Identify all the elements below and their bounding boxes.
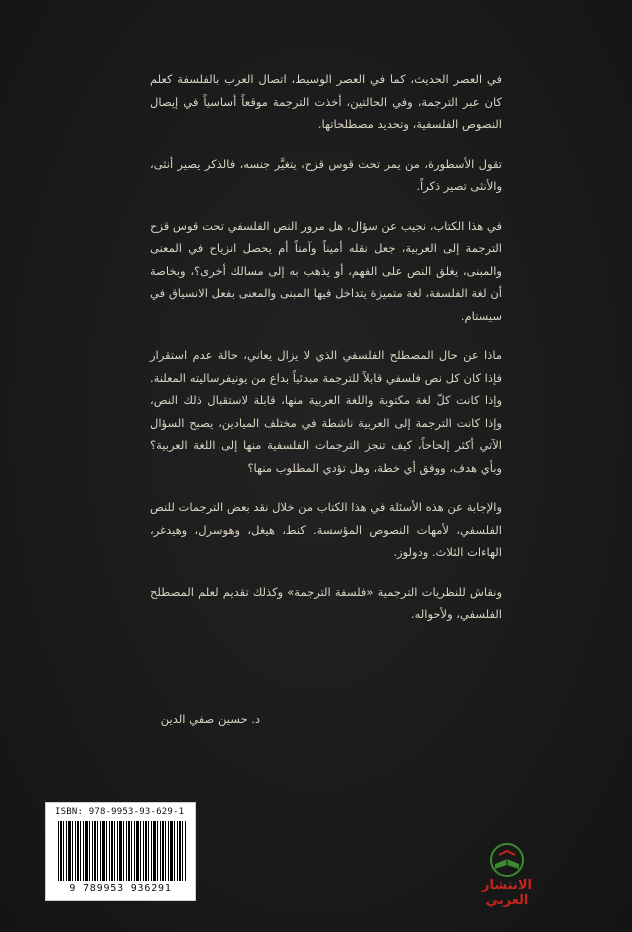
isbn-barcode	[45, 802, 196, 901]
blurb-paragraph-2: تقول الأسطورة، من يمر تحت قوس قزح، يتغيَّر جنسه، فالذكر يصير أنثى، والأنثى تصير ذكراً.	[150, 156, 502, 193]
blurb-paragraph-3: في هذا الكتاب، نجيب عن سؤال، هل مرور النص الفلسفي تحت قوس قزح الترجمة إلى العربية، جعل نقله أميناً وآمناً أم يحصل انزياح في المعنى والمبنى، يغلق النص على الفهم، أو يذهب به إلى مسالك أخرى؟، وبخاصة أن لغة الفلسفة، لغة متميزة يتداخل فيها المبنى والمعنى بفعل الانسياق في سيستام.	[150, 218, 502, 323]
blurb-paragraph-1: في العصر الحديث، كما في العصر الوسيط، اتصال العرب بالفلسفة كعلم كان عبر الترجمة، وفي الحالتين، أخذت الترجمة موقعاً أساسياً في إيصال النصوص الفلسفية، وتحديد مصطلحاتها.	[150, 72, 502, 131]
blurb-paragraph-4: ماذا عن حال المصطلح الفلسفي الذي لا يزال يعاني، حالة عدم استقرار فإذا كان كل نص فلسفي قابلاً للترجمة مبدئياً بداع من يونيفرساليته المعلنة. وإذا كانت كلّ لغة مكتوبة واللغة العربية منها، قابلة لاستقبال ذلك النص، وإذا كانت الترجمة إلى العربية ناشطة في مختلف الميادين، يصبح السؤال الآتي أكثر إلحاحاً، كيف تنجز الترجمات الفلسفية منها إلى اللغة العربية؟ وبأي هدف، ووفق أي خطة، وهل تؤدي المطلوب منها؟	[150, 348, 502, 475]
author-name: د. حسين صفي الدين	[160, 712, 260, 726]
publisher-logo	[462, 840, 552, 908]
blurb-text	[150, 68, 502, 643]
publisher-name: الانتشار العربي	[482, 878, 532, 908]
isbn-label: ISBN: 978-9953-93-629-1	[55, 807, 185, 817]
blurb-paragraph-5: والإجابة عن هذه الأسئلة في هذا الكتاب من خلال نقد بعض الترجمات للنص الفلسفي، لأمهات النصوص المؤسسة. كنط، هيغل، وهوسرل، وهيدغر، الهاءات الثلاث. ودولوز.	[150, 500, 502, 559]
barcode-bars	[58, 821, 186, 881]
book-icon	[462, 840, 552, 880]
blurb-paragraph-6: ونقاش للنظريات الترجمية «فلسفة الترجمة» وكذلك تقديم لعلم المصطلح الفلسفي، ولأحواله.	[150, 584, 502, 621]
barcode-digits: 9 789953 936291	[69, 883, 172, 894]
